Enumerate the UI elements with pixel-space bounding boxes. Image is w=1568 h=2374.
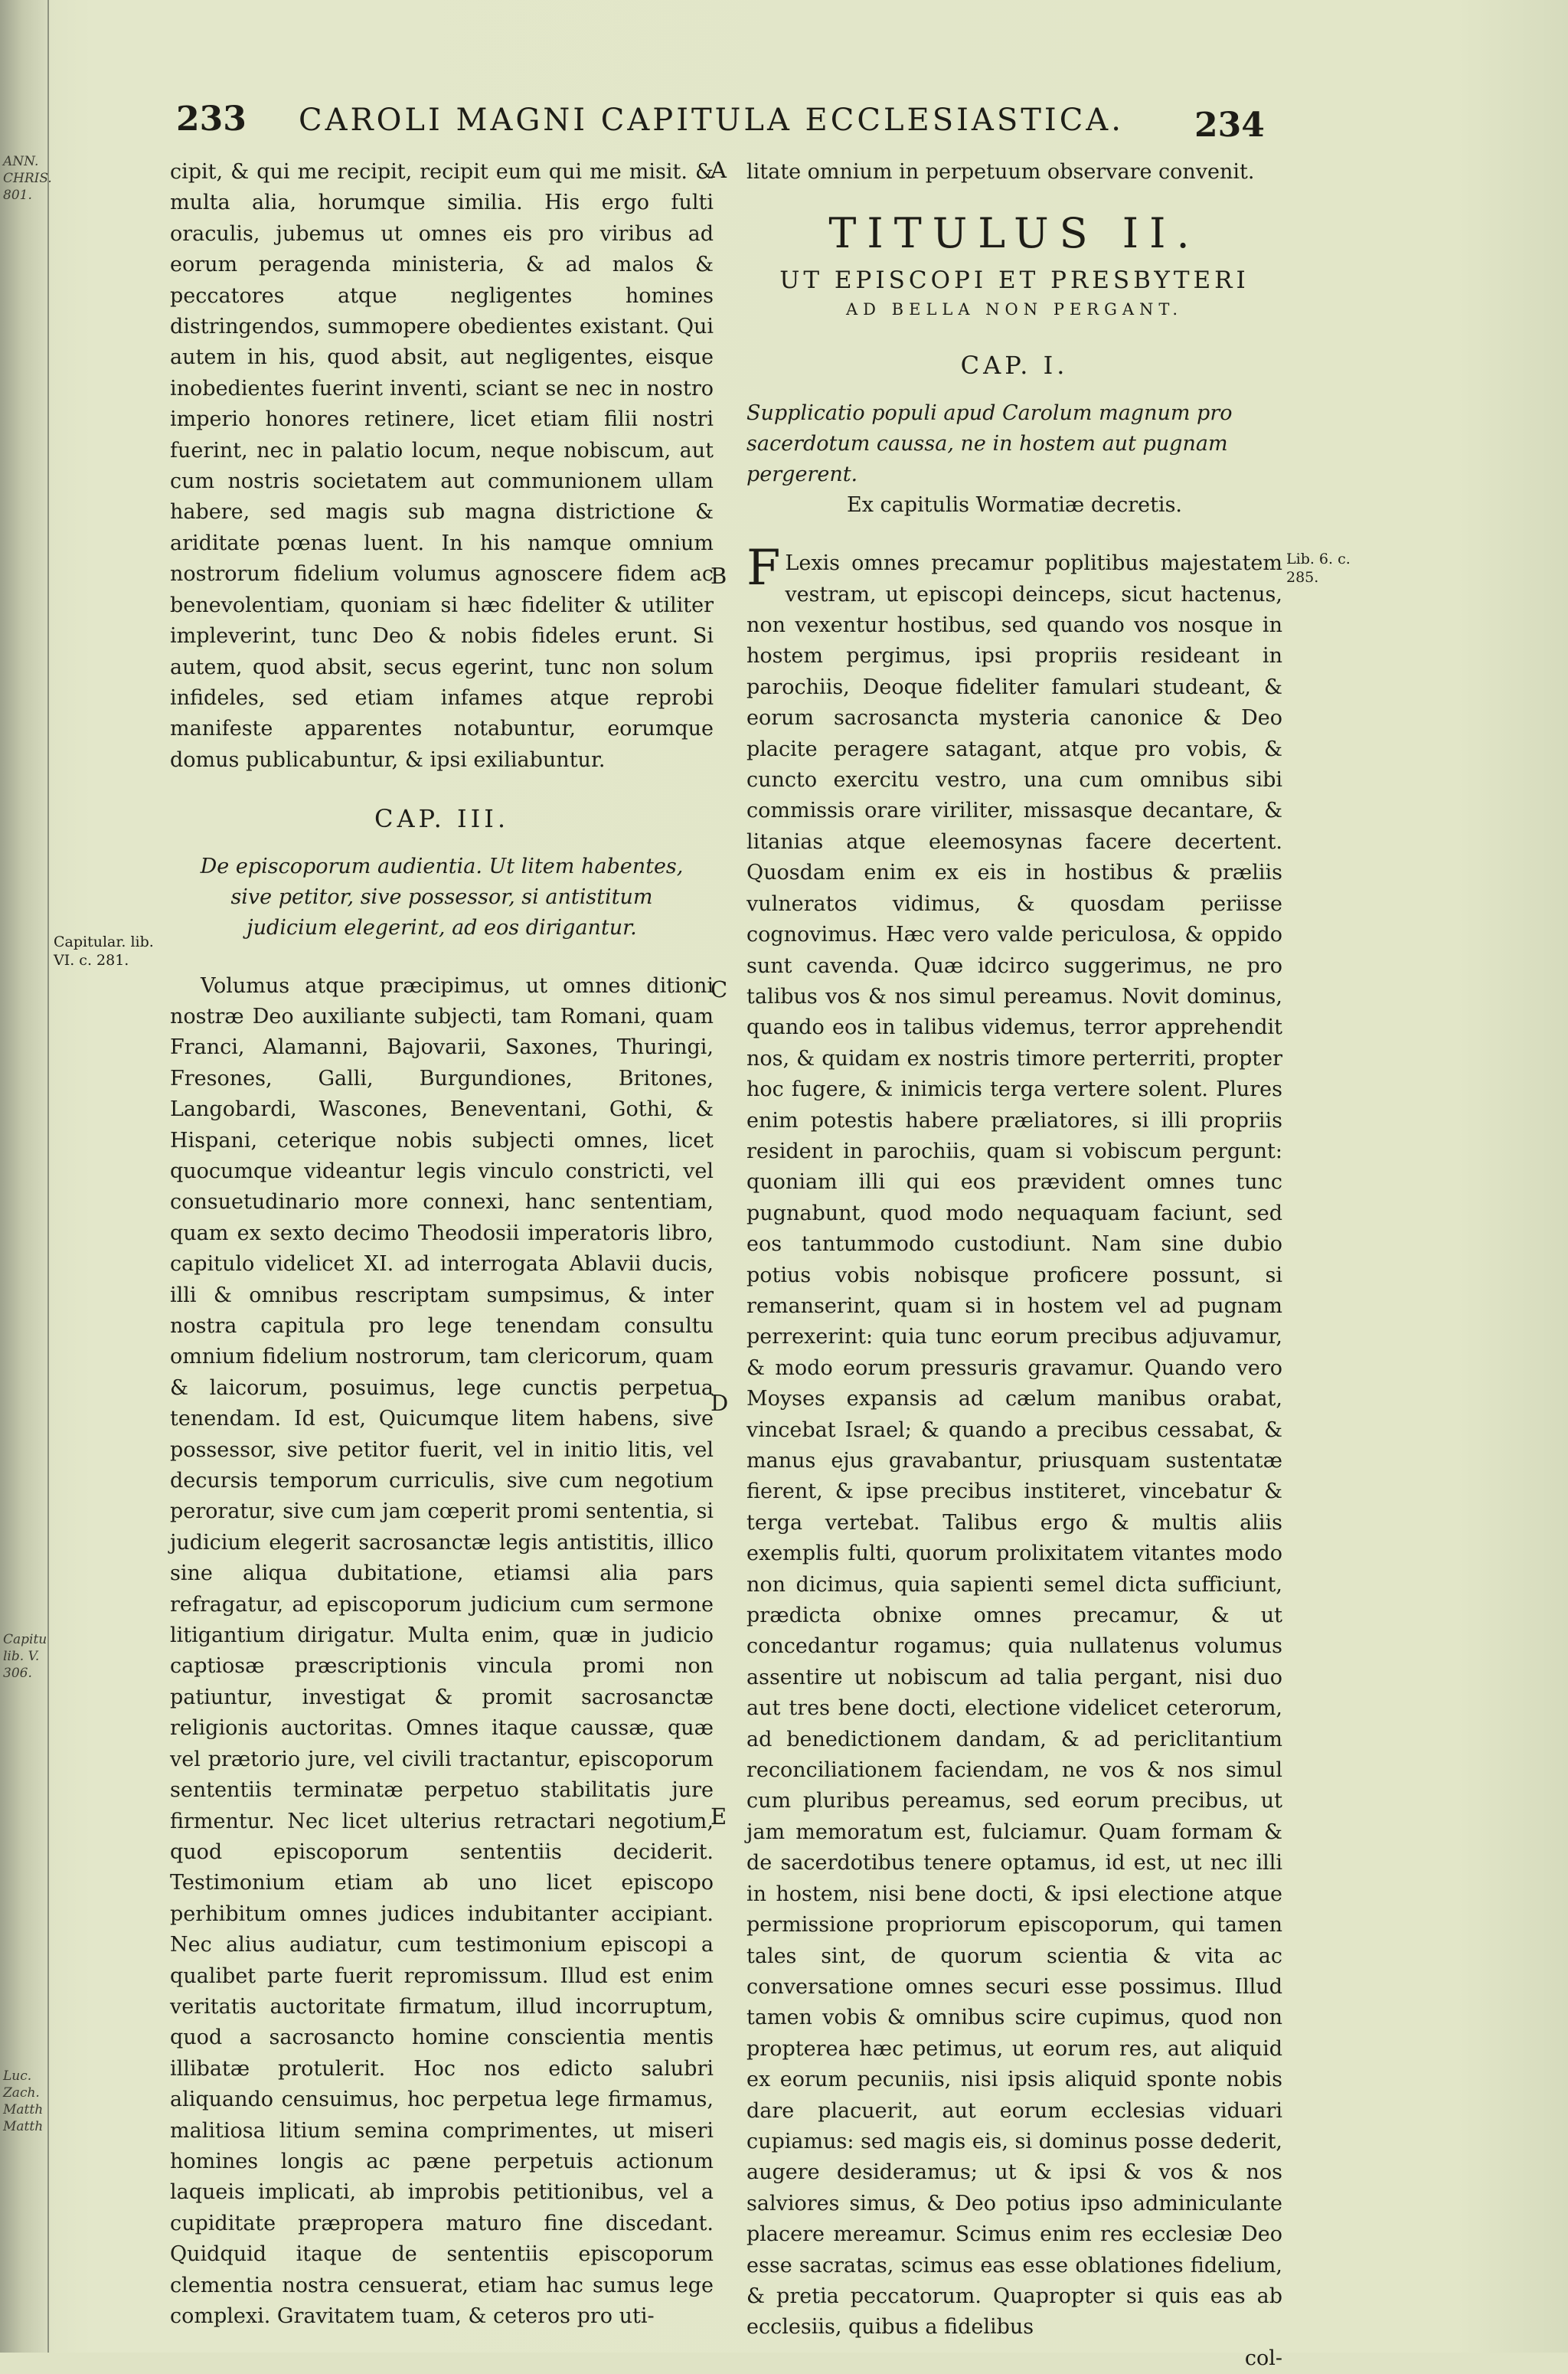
- section-letter-b: B: [710, 563, 727, 589]
- chapter-rubric-i: Supplicatio populi apud Carolum magnum pro sacerdotum caussa, ne in hostem aut pugnam pergerent.: [746, 401, 1233, 486]
- left-paragraph-2: Volumus atque præcipimus, ut omnes ditioni nostræ Deo auxiliante subjecti, tam Romani, quam Franci, Alamanni, Bajovarii, Saxones, Thuringi, Fresones, Galli, Burgundiones, Britones, Langobardi, Wascones, Beneventani, Gothi, & Hispani, ceterique nobis subjecti omnes, licet quocumque videantur legis vinculo constricti, vel consuetudinario more connexi, hanc sententiam, quam ex sexto decimo Theodosii imperatoris libro, capitulo videlicet XI. ad interrogata Ablavii ducis, illi & omnibus rescriptam sumpsimus, & inter nostra capitula pro lege tenendam consultu omnium fidelium nostrorum, tam clericorum, quam & laicorum, posuimus, lege cunctis perpetua tenendam. Id est, Quicumque litem habens, sive possessor, sive petitor fuerit, vel in initio litis, vel decursis temporum curriculis, sive cum negotium peroratur, sive cum jam cœperit promi sententia, si judicium elegerit sacrosanctæ legis antistitis, illico sine aliqua dubitatione, etiamsi alia pars refragatur, ad episcoporum judicium cum sermone litigantium dirigatur. Multa enim, quæ in judicio captiosæ præscriptionis vincula promi non patiuntur, investigat & promit sacrosanctæ religionis auctoritas. Omnes itaque caussæ, quæ vel prætorio jure, vel civili tractantur, episcoporum sententiis terminatæ perpetuo stabilitatis jure firmentur. Nec licet ulterius retractari negotium, quod episcoporum sententiis deciderit. Testimonium etiam ab uno licet episcopo perhibitum omnes judices indubitanter accipiant. Nec alius audiatur, cum testimonium episcopi a qualibet parte fuerit repromissum. Illud est enim veritatis auctoritate firmatum, illud incorruptum, quod a sacrosancto homine conscientia mentis illibatæ protulerit. Hoc nos edicto salubri aliquando censuimus, hoc perpetua lege firmamus, malitiosa litium semina comprimentes, ut miseri homines longis ac pæne perpetuis actionum laqueis implicati, ab improbis petitionibus, vel a cupiditate præpropera maturo fine discedant. Quidquid itaque de sententiis episcoporum clementia nostra censuerat, etiam hac sumus lege complexi. Gravitatem tuam, & ceteros pro uti-: [170, 973, 714, 2328]
- titulus-subtitle-1: UT EPISCOPI ET PRESBYTERI: [779, 267, 1250, 295]
- right-paragraph-1: litate omnium in perpetuum observare convenit.: [746, 160, 1255, 184]
- left-paragraph-1: cipit, & qui me recipit, recipit eum qui me misit. & multa alia, horumque similia. His ergo fulti oraculis, jubemus ut omnes eis pro viribus ad eorum peragenda ministeria, & ad malos & peccatores atque negligentes homines distringendos, summopere obedientes existant. Qui autem in his, quod absit, aut negligentes, eisque inobedientes fuerint inventi, sciant se nec in nostro imperio honores retinere, licet etiam filii nostri fuerint, nec in palatio locum, neque nobiscum, aut cum nostris societatem aut communionem ullam habere, sed magis sub magna districtione & ariditate pœnas luent. In his namque omnium nostrorum fidelium volumus agnoscere fidem ac benevolentiam, quoniam si hæc fideliter & utiliter impleverint, tunc Deo & nobis fideles erunt. Si autem, quod absit, secus egerint, tunc non solum infideles, sed etiam infames atque reprobi manifeste apparentes notabuntur, eorumque domus publicabuntur, & ipsi exiliabuntur.: [170, 160, 714, 772]
- catchword: col-: [1244, 2346, 1282, 2370]
- section-letter-e: E: [710, 1803, 727, 1830]
- page-number-left: 233: [176, 100, 247, 139]
- binding-gutter: [0, 0, 52, 2353]
- gutter-note-scripture: Luc. Zach. Matth Matth: [3, 2068, 44, 2134]
- left-column: [170, 157, 714, 2332]
- section-letter-a: A: [710, 157, 727, 183]
- margin-note-lib: Lib. 6. c. 285.: [1286, 551, 1351, 586]
- section-letter-d: D: [710, 1390, 729, 1416]
- chapter-heading-i: CAP. I.: [960, 351, 1069, 381]
- right-column: [746, 157, 1282, 2374]
- gutter-note-year: ANN. CHRIS. 801.: [3, 154, 52, 203]
- running-title: CAROLI MAGNI CAPITULA ECCLESIASTICA.: [299, 103, 1124, 138]
- titulus-subtitle-2: AD BELLA NON PERGANT.: [846, 300, 1183, 319]
- right-paragraph-2: Lexis omnes precamur poplitibus majestatem vestram, ut episcopi deinceps, sicut hactenus, non vexentur hostibus, sed quando vos nosque in hostem pergimus, ipsi propriis residеant in parochiis, Deoque fideliter famulari studeant, & eorum sacrosancta mysteria canonice & Deo placite peragere satagant, atque pro vobis, & cuncto exercitu vestro, una cum omnibus sibi commissis orare viriliter, missasque decantare, & litanias atque eleemosynas facere decertent. Quosdam enim ex eis in hostibus & præliis vulneratos vidimus, & quosdam periisse cognovimus. Hæc vero valde periculosa, & oppido sunt cavenda. Quæ idcirco suggerimus, ne pro talibus vos & nos simul pereamus. Novit dominus, quando eos in talibus videmus, terror apprehendit nos, & quidam ex nostris timore perterriti, propter hoc fugere, & inimicis terga vertere solent. Plures enim potestis habere præliatores, si illi propriis resident in parochiis, quam si vobiscum pergunt: quoniam illi qui eos prævident omnes tunc pugnabunt, quod modo nequaquam faciunt, sed eos tantummodo custodiunt. Nam sine dubio potius vobis nobisque proficere possunt, si remanserint, quam si in hostem vel ad pugnam perrexerint: quia tunc eorum precibus adjuvamur, & modo eorum pressuris gravamur. Quando vero Moyses expansis ad cælum manibus orabat, vincebat Israel; & quando a precibus cessabat, & manus ejus gravabantur, priusquam sustentatæ fierent, & ipse precibus institeret, vincebatur & terga vertebat. Talibus ergo & multis aliis exemplis fulti, quorum prolixitatem vitantes modo non dicimus, quia sapienti semel dicta sufficiunt, prædicta obnixe omnes precamur, & ut concedantur rogamus; quia nullatenus volumus assentire ut nobiscum ad talia pergant, nisi duo aut tres bene docti, electione videlicet ceterorum, ad benedictionem dandam, & ad periclitantium reconciliationem faciendam, ne vos & nos simul cum pluribus pereamus, sed eorum precibus, ut jam memoratum est, fulciamur. Quam formam & de sacerdotibus tenere optamus, id est, ut nec illi in hostem, nisi bene docti, & ipsi electione atque permissione propriorum episcoporum, qui tamen tales sint, de quorum scientia & vita ac conversatione omnes securi esse possimus. Illud tamen vobis & omnibus scire cupimus, quod non propterea hæc petimus, ut eorum res, aut aliquid ex eorum pecuniis, nisi ipsis aliquid sponte nobis dare placuerit, aut eorum ecclesias viduari cupiamus: sed magis eis, si dominus posse dederit, augere desideramus; ut & ipsi & vos & nos salviores simus, & Deo potius ipso adminiculante placere mereamur. Scimus enim res ecclesiæ Deo esse sacratas, scimus eas esse oblationes fidelium, & pretia peccatorum. Quapropter si quis eas ab ecclesiis, quibus a fidelibus: [746, 551, 1282, 2340]
- running-header: [176, 100, 1286, 153]
- chapter-source: Ex capitulis Wormatiæ decretis.: [846, 492, 1183, 517]
- drop-cap: F: [746, 540, 781, 597]
- page-number-right: 234: [1194, 106, 1265, 145]
- chapter-heading-iii: CAP. III.: [374, 804, 510, 834]
- margin-note-capitular: Capitular. lib. VI. c. 281.: [54, 934, 154, 969]
- titulus-heading: TITULUS II.: [828, 209, 1200, 258]
- section-letter-c: C: [710, 976, 728, 1002]
- chapter-rubric-iii: De episcoporum audientia. Ut litem habentes, sive petitor, sive possessor, si antistitum judicium elegerint, ad eos dirigantur.: [200, 854, 684, 940]
- gutter-note-reference: Capitu lib. V. 306.: [3, 1632, 47, 1681]
